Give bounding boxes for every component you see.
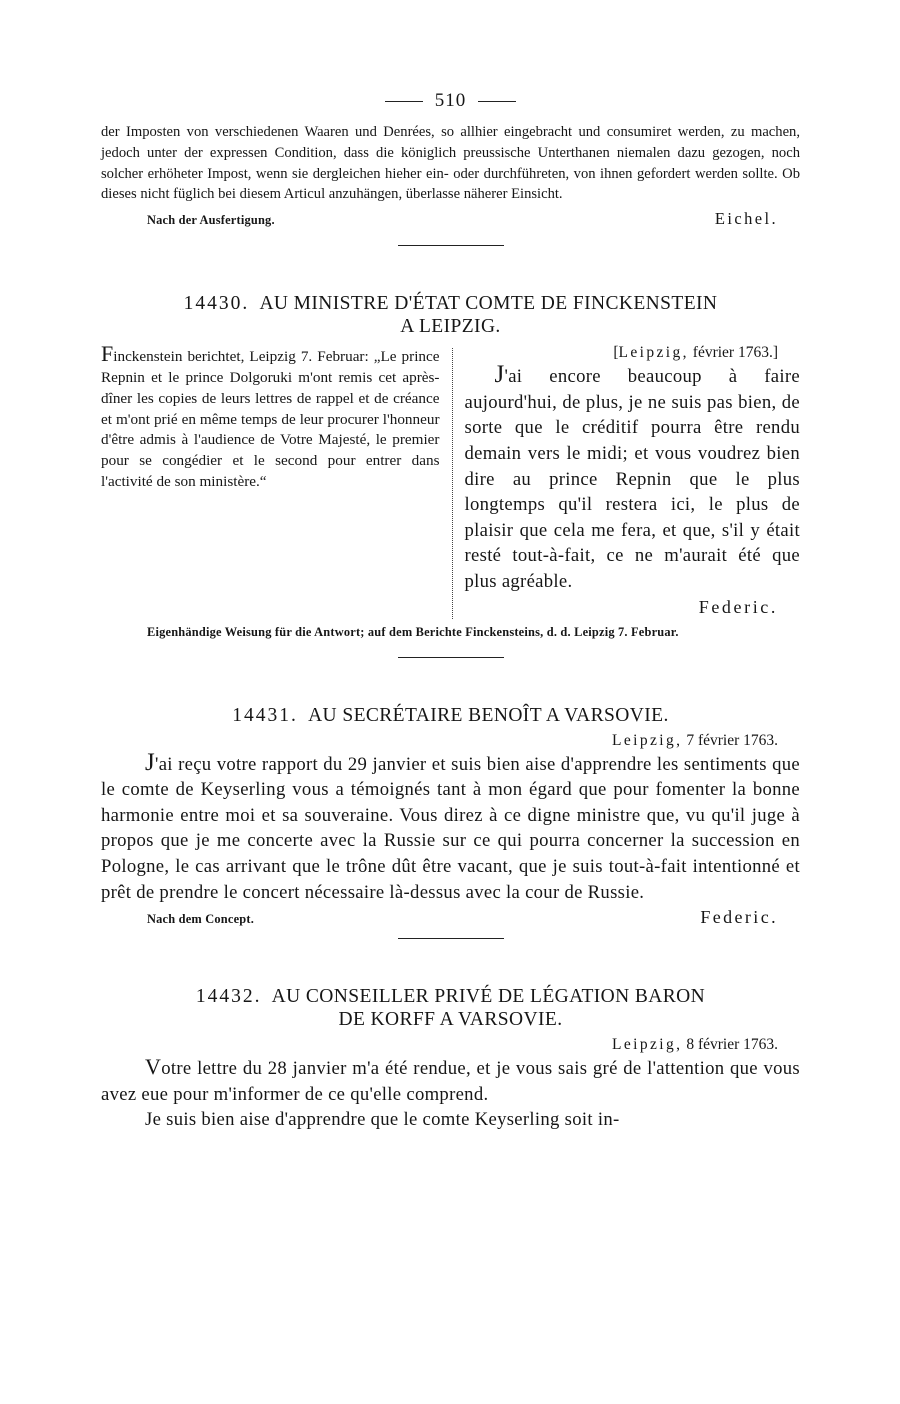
paragraph-initial: V	[145, 1054, 162, 1080]
letter-14430-heading	[101, 292, 800, 338]
body-text: 'ai reçu votre rapport du 29 janvier et suis bien aise d'apprendre les sentiments que le comte de Keyserling vous a témoignés tant à mon égard que pour fomenter la bonne harmonie entre moi et sa souveraine. Vous direz à ce digne ministre que, vu qu'il juge à propos que je me concerte avec la Russie sur ce qui pourra concerner la succession en Pologne, le cas arrivant que le trône dût être vacant, que je suis tout-à-fait intentionné et prêt de prendre le concert nécessaire là-dessus avec la cour de Russie.	[101, 753, 800, 903]
date-place: Leipzig,	[618, 344, 689, 362]
top-closing	[101, 209, 800, 229]
letter-14431-heading	[101, 704, 800, 727]
letter-14430-summary	[101, 341, 452, 618]
letter-14430-heading-line2: A LEIPZIG.	[400, 316, 501, 338]
letter-14430-signature: Federic.	[698, 596, 778, 617]
letter-14432-heading	[101, 985, 800, 1031]
letter-14431-signature: Federic.	[700, 907, 778, 928]
letter-14430-heading-line1: AU MINISTRE D'ÉTAT COMTE DE FINCKENSTEIN	[259, 293, 718, 315]
letter-14431-number: 14431.	[232, 704, 298, 726]
section-divider	[398, 938, 504, 939]
letter-14430-body	[453, 344, 801, 618]
letter-14430-date	[465, 344, 801, 362]
top-signature: Eichel.	[714, 209, 778, 229]
letter-14430-note: Eigenhändige Weisung für die Antwort; auf dem Berichte Finckensteins, d. d. Leipzig 7. Februar.	[147, 624, 679, 639]
letter-14432-paragraph-1	[101, 1056, 800, 1107]
section-divider	[398, 657, 504, 658]
letter-14432-date	[101, 1036, 800, 1054]
letter-14432-heading-line2: DE KORFF A VARSOVIE.	[338, 1009, 563, 1031]
date-bracket: [	[613, 344, 619, 362]
header-dash-left	[385, 101, 423, 102]
date-place: Leipzig,	[612, 731, 683, 749]
summary-text: inckenstein berichtet, Leipzig 7. Februar: „Le prince Repnin et le prince Dolgoruki m'ont remis cet après-dîner les copies de leurs lettres de rappel et de créance et m'ont prié en même temps de leur procurer l'honneur d'être admis à l'audience de Votre Majesté, le premier pour se congédier et le second pour entrer dans l'activité de son ministère.“	[101, 348, 440, 490]
body-text: 'ai encore beaucoup à faire aujourd'hui, de plus, je ne suis pas bien, de sorte que le créditif pourra être rendu demain vers le midi; et vous voudrez bien dire au prince Repnin que le plus longtemps qu'il restera ici, le plus de plaisir que cela me fera, et que, s'il y était resté tout-à-fait, ce ne m'aurait été que plus agréable.	[464, 366, 800, 592]
top-paragraph: der Imposten von verschiedenen Waaren und Denrées, so allhier eingebracht und consumiret werden, zu machen, jedoch unter der expressen Condition, dass die königlich preussische Unterthanen niemalen dazu gezogen, noch solcher erhöheter Impost, wenn sie dergleichen hieher ein- oder durchführeten, von ihnen gefordert werden sollte. Ob dieses nicht füglich bei diesem Articul anzuhängen, überlasse näherer Einsicht.	[101, 124, 800, 203]
letter-14431-source: Nach dem Concept.	[147, 912, 254, 927]
letter-14431-text	[101, 748, 800, 906]
letter-14432-number: 14432.	[195, 986, 262, 1008]
letter-14431-closing	[101, 907, 800, 928]
letter-14431-heading-text: AU SECRÉTAIRE BENOÎT A VARSOVIE.	[308, 704, 669, 726]
letter-14432-heading-line1: AU CONSEILLER PRIVÉ DE LÉGATION BARON	[271, 986, 706, 1008]
page-number: 510	[434, 90, 467, 111]
letter-14432-paragraph-2: Je suis bien aise d'apprendre que le comte Keyserling soit in-	[145, 1109, 620, 1131]
letter-14431-date	[101, 732, 800, 750]
top-source-note: Nach der Ausfertigung.	[147, 213, 275, 228]
date-rest: février 1763.]	[692, 344, 778, 362]
date-place: Leipzig,	[612, 1036, 683, 1054]
body-initial: J	[145, 748, 156, 776]
date-rest: 7 février 1763.	[686, 731, 778, 749]
letter-14430-text	[464, 361, 801, 594]
letter-14430-columns	[101, 341, 800, 618]
date-rest: 8 février 1763.	[686, 1036, 778, 1054]
header-dash-right	[478, 101, 516, 102]
paragraph-text: otre lettre du 28 janvier m'a été rendue, et je vous sais gré de l'attention que vous avez eue pour m'informer de ce qu'elle comprend.	[101, 1058, 800, 1105]
page-header	[101, 88, 800, 114]
section-divider	[398, 245, 504, 246]
body-initial: J	[494, 361, 505, 389]
letter-14430-number: 14430.	[183, 293, 250, 315]
summary-initial: F	[101, 341, 114, 367]
document-page	[101, 88, 800, 1133]
